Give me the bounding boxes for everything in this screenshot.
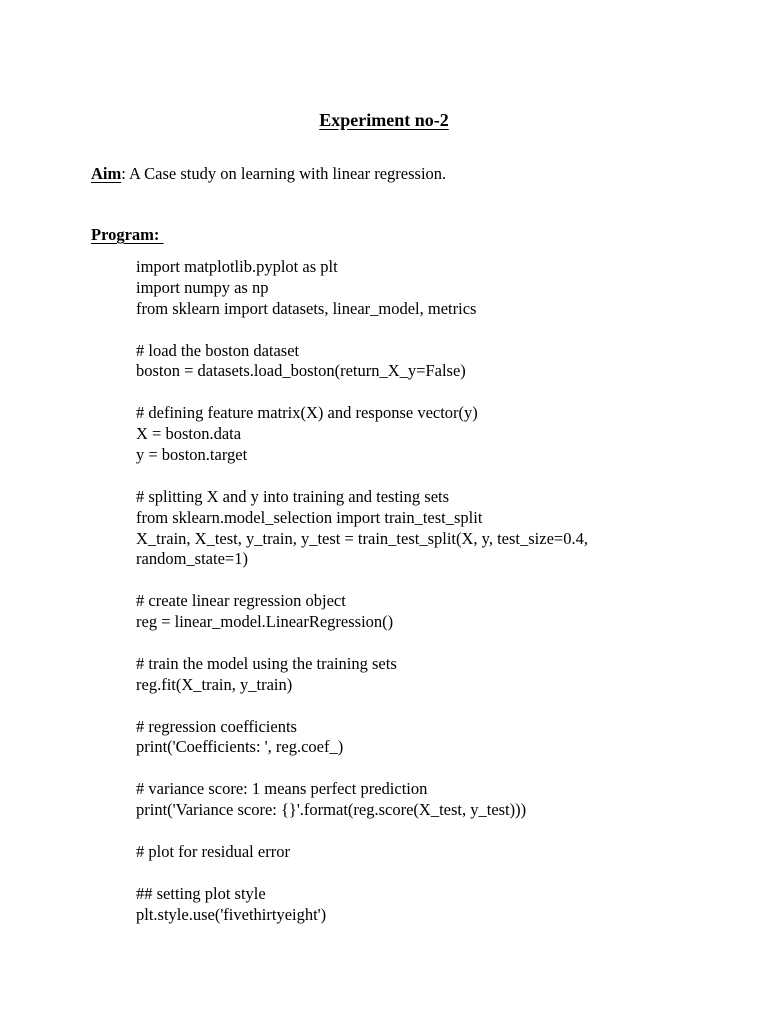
aim-label: Aim xyxy=(91,164,122,183)
code-blank-line xyxy=(136,320,736,341)
code-line: boston = datasets.load_boston(return_X_y=False) xyxy=(136,361,466,381)
code-line: # variance score: 1 means perfect prediction xyxy=(136,779,428,799)
document-title xyxy=(0,110,768,131)
code-line: print('Variance score: {}'.format(reg.score(X_test, y_test))) xyxy=(136,800,527,820)
aim-line xyxy=(91,164,446,184)
code-blank-line xyxy=(136,570,736,591)
code-blank-line xyxy=(136,758,736,779)
code-blank-line xyxy=(136,466,736,487)
code-line: plt.style.use('fivethirtyeight') xyxy=(136,904,327,924)
code-line: # defining feature matrix(X) and response vector(y) xyxy=(136,403,478,423)
title-text: Experiment no-2 xyxy=(319,110,449,130)
code-line: # regression coefficients xyxy=(136,716,297,736)
code-line: # splitting X and y into training and testing sets xyxy=(136,486,450,506)
code-blank-line xyxy=(136,696,736,717)
code-line: ## setting plot style xyxy=(136,883,266,903)
code-line: from sklearn.model_selection import train_test_split xyxy=(136,507,483,527)
code-line: X = boston.data xyxy=(136,424,242,444)
code-blank-line xyxy=(136,382,736,403)
code-blank-line xyxy=(136,633,736,654)
code-block xyxy=(136,257,736,926)
code-blank-line xyxy=(136,821,736,842)
program-heading: Program: xyxy=(91,225,164,244)
code-line: # create linear regression object xyxy=(136,591,346,611)
code-line: # train the model using the training sets xyxy=(136,653,397,673)
code-line: # load the boston dataset xyxy=(136,340,300,360)
code-blank-line xyxy=(136,863,736,884)
code-line: reg.fit(X_train, y_train) xyxy=(136,674,293,694)
code-line: from sklearn import datasets, linear_model, metrics xyxy=(136,298,477,318)
code-line: X_train, X_test, y_train, y_test = train_test_split(X, y, test_size=0.4, xyxy=(136,528,588,548)
code-line: y = boston.target xyxy=(136,445,248,465)
code-line: reg = linear_model.LinearRegression() xyxy=(136,612,394,632)
code-line: print('Coefficients: ', reg.coef_) xyxy=(136,737,344,757)
code-line: import numpy as np xyxy=(136,277,269,297)
code-line: # plot for residual error xyxy=(136,841,290,861)
code-line: import matplotlib.pyplot as plt xyxy=(136,257,338,276)
aim-text: : A Case study on learning with linear regression. xyxy=(121,164,447,183)
code-line: random_state=1) xyxy=(136,549,248,569)
